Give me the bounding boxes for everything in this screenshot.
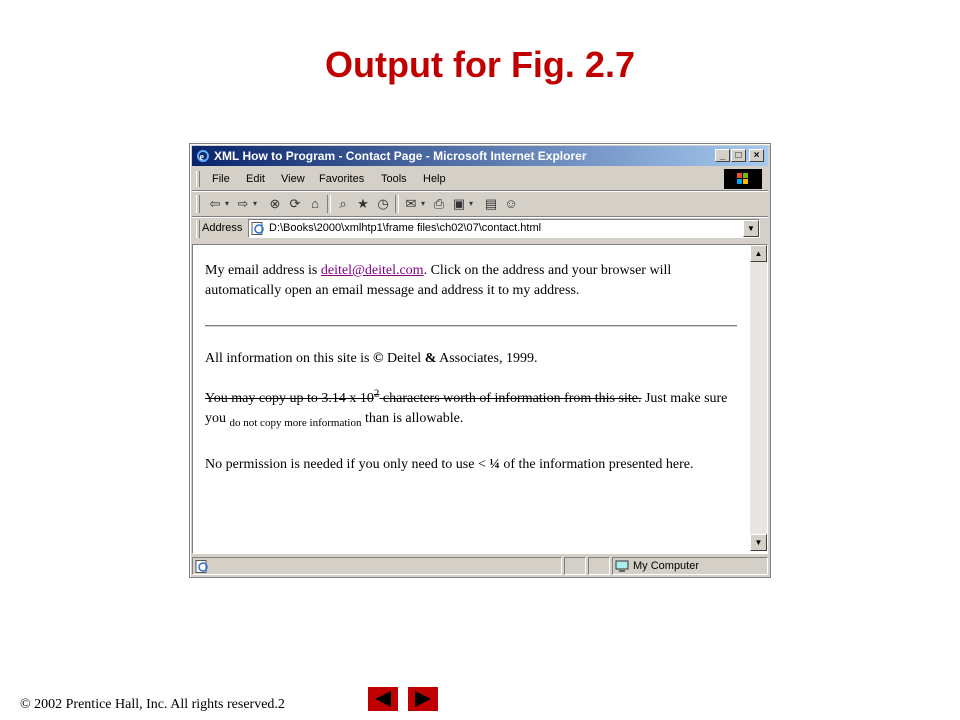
strike-text-a: You may copy up to 3.14 x 10 bbox=[205, 391, 374, 406]
minimize-button[interactable]: _ bbox=[715, 149, 730, 162]
maximize-button[interactable]: □ bbox=[731, 149, 746, 162]
favorites-icon[interactable]: ★ bbox=[357, 196, 369, 211]
vertical-scrollbar[interactable] bbox=[750, 245, 767, 551]
address-value: D:\Books\2000\xmlhtp1\frame files\ch02\07\contact.html bbox=[269, 222, 542, 234]
home-icon[interactable]: ⌂ bbox=[311, 196, 319, 211]
right-arrow-icon bbox=[415, 691, 431, 707]
menu-favorites[interactable]: Favorites bbox=[319, 173, 365, 185]
menu-file[interactable]: File bbox=[212, 173, 230, 185]
search-icon[interactable]: ⌕ bbox=[339, 196, 347, 211]
strike-text-b: characters worth of information from this site. bbox=[379, 391, 642, 406]
windows-logo-icon bbox=[724, 169, 762, 189]
print-icon[interactable]: ⎙ bbox=[433, 196, 445, 211]
document-body bbox=[205, 261, 739, 475]
copyright-text-owner: Deitel bbox=[383, 351, 425, 366]
forward-dropdown-icon[interactable]: ▾ bbox=[252, 199, 257, 208]
page-status-icon bbox=[195, 560, 209, 573]
computer-icon bbox=[615, 560, 629, 573]
email-text: My email address is bbox=[205, 263, 321, 278]
slide-title: Output for Fig. 2.7 bbox=[325, 44, 635, 85]
address-label: Address bbox=[202, 222, 243, 234]
menu-help[interactable]: Help bbox=[423, 173, 446, 185]
back-dropdown-icon[interactable]: ▾ bbox=[224, 199, 229, 208]
back-icon[interactable]: ⇦ bbox=[209, 196, 221, 211]
menu-tools[interactable]: Tools bbox=[381, 173, 407, 185]
addressbar-grip[interactable] bbox=[196, 220, 200, 238]
horizontal-rule bbox=[205, 325, 737, 327]
browser-window bbox=[189, 143, 771, 578]
ampersand-symbol: & bbox=[424, 351, 437, 366]
copyright-text-year: Associates, 1999. bbox=[436, 351, 538, 366]
status-main bbox=[192, 557, 562, 575]
email-paragraph bbox=[205, 261, 739, 301]
copy-paragraph bbox=[205, 389, 739, 433]
copy-text-after: Just make sure you bbox=[205, 391, 728, 426]
status-bar bbox=[192, 556, 768, 576]
standard-toolbar bbox=[192, 192, 768, 217]
superscript: 2 bbox=[373, 387, 380, 400]
edit-dropdown-icon[interactable]: ▾ bbox=[468, 199, 473, 208]
fraction-symbol: ¼ bbox=[489, 457, 500, 472]
messenger-icon[interactable]: ☺ bbox=[504, 196, 518, 211]
status-progress bbox=[564, 557, 586, 575]
scroll-up-button[interactable]: ▲ bbox=[750, 245, 767, 262]
copyright-paragraph bbox=[205, 349, 739, 369]
permission-paragraph bbox=[205, 455, 739, 475]
mail-icon[interactable]: ✉ bbox=[405, 196, 417, 211]
window-titlebar[interactable] bbox=[192, 146, 768, 166]
zone-label: My Computer bbox=[633, 560, 700, 572]
menu-view[interactable]: View bbox=[281, 173, 305, 185]
previous-slide-button[interactable] bbox=[368, 687, 398, 711]
menubar-grip[interactable] bbox=[196, 171, 200, 187]
page-icon bbox=[251, 222, 265, 235]
svg-text:e: e bbox=[199, 152, 204, 163]
copyright-symbol: © bbox=[373, 351, 384, 366]
left-arrow-icon bbox=[375, 691, 391, 707]
close-button[interactable]: × bbox=[749, 149, 764, 162]
copyright-text: All information on this site is bbox=[205, 351, 373, 366]
stop-icon[interactable]: ⊗ bbox=[269, 196, 281, 211]
permission-text-end: of the information presented here. bbox=[499, 457, 694, 472]
toolbar-separator bbox=[327, 195, 331, 213]
ie-logo-icon bbox=[196, 149, 210, 163]
page-content bbox=[192, 244, 768, 554]
edit-icon[interactable]: ▣ bbox=[452, 196, 466, 211]
permission-text: No permission is needed if you only need to use < bbox=[205, 457, 490, 472]
status-lock bbox=[588, 557, 610, 575]
status-zone bbox=[612, 557, 768, 575]
next-slide-button[interactable] bbox=[408, 687, 438, 711]
scroll-down-button[interactable]: ▼ bbox=[750, 534, 767, 551]
address-dropdown-button[interactable]: ▼ bbox=[743, 220, 759, 237]
email-link[interactable]: deitel@deitel.com bbox=[320, 263, 424, 278]
copy-text-end: than is allowable. bbox=[361, 411, 464, 426]
window-title: XML How to Program - Contact Page - Microsoft Internet Explorer bbox=[214, 149, 587, 163]
history-icon[interactable]: ◷ bbox=[377, 196, 389, 211]
toolbar-separator bbox=[395, 195, 399, 213]
small-text: do not copy more information bbox=[229, 417, 362, 429]
address-bar bbox=[192, 218, 768, 240]
forward-icon[interactable]: ⇨ bbox=[237, 196, 249, 211]
email-text-after: . Click on the address and your browser will automatically open an email message and address it to my address. bbox=[205, 263, 672, 298]
copyright-footer: © 2002 Prentice Hall, Inc. All rights reserved.2 bbox=[20, 697, 285, 712]
discuss-icon[interactable]: ▤ bbox=[484, 196, 498, 211]
address-input[interactable] bbox=[248, 219, 760, 238]
toolbar-grip[interactable] bbox=[196, 195, 200, 213]
refresh-icon[interactable]: ⟳ bbox=[289, 196, 301, 211]
mail-dropdown-icon[interactable]: ▾ bbox=[420, 199, 425, 208]
menu-edit[interactable]: Edit bbox=[246, 173, 265, 185]
strikethrough-text bbox=[205, 387, 642, 406]
menu-bar bbox=[192, 168, 768, 191]
